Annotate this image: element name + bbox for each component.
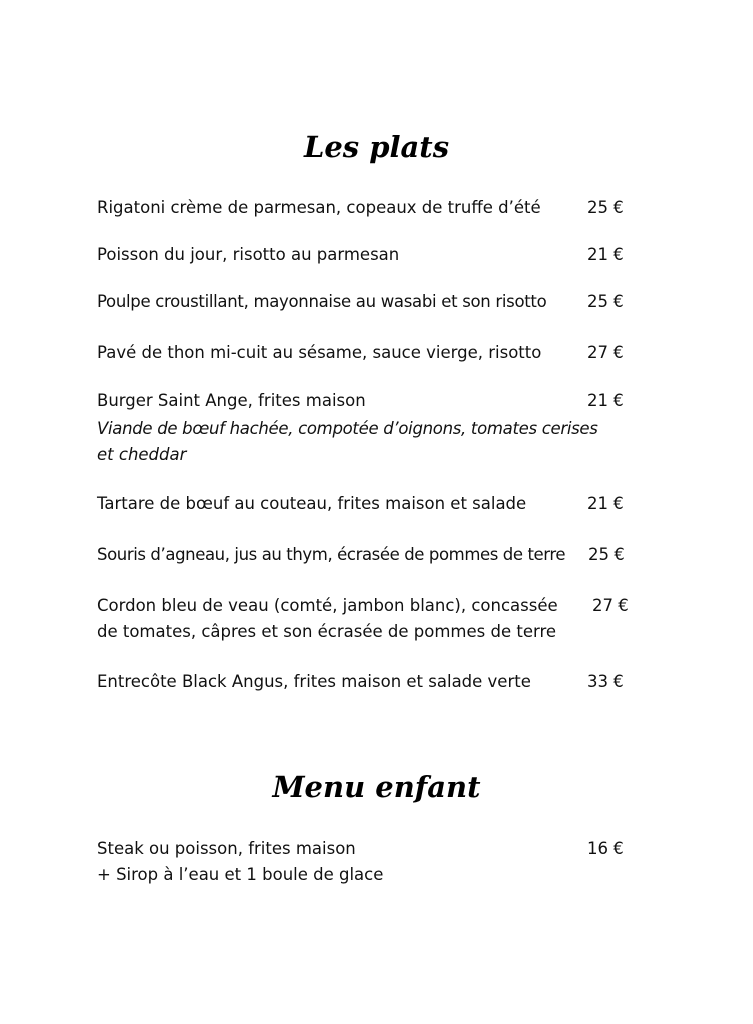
dish-price: 27 € — [587, 343, 624, 362]
dish-description: Viande de bœuf hachée, compotée d’oignons, tomates cerises — [97, 419, 598, 438]
section-title-plats: Les plats — [303, 130, 450, 164]
dish-name: Pavé de thon mi-cuit au sésame, sauce vierge, risotto — [97, 343, 542, 362]
dish-price: 21 € — [587, 494, 624, 513]
dish-description: et cheddar — [97, 445, 187, 464]
dish-name: Souris d’agneau, jus au thym, écrasée de pommes de terre — [97, 545, 566, 564]
dish-name: Burger Saint Ange, frites maison — [97, 391, 366, 410]
dish-name: Poulpe croustillant, mayonnaise au wasabi et son risotto — [97, 292, 547, 311]
dish-name: Rigatoni crème de parmesan, copeaux de truffe d’été — [97, 198, 541, 217]
dish-name: Entrecôte Black Angus, frites maison et salade verte — [97, 672, 531, 691]
dish-price: 25 € — [588, 545, 625, 564]
dish-name: Poisson du jour, risotto au parmesan — [97, 245, 400, 264]
dish-name: Steak ou poisson, frites maison — [97, 839, 356, 858]
dish-price: 27 € — [592, 596, 629, 615]
dish-price: 16 € — [587, 839, 624, 858]
dish-price: 21 € — [587, 391, 624, 410]
dish-name: Tartare de bœuf au couteau, frites maison et salade — [97, 494, 527, 513]
dish-price: 21 € — [587, 245, 624, 264]
dish-name-continued: de tomates, câpres et son écrasée de pommes de terre — [97, 622, 557, 641]
dish-price: 25 € — [587, 198, 624, 217]
dish-price: 33 € — [587, 672, 624, 691]
dish-name: Cordon bleu de veau (comté, jambon blanc), concassée — [97, 596, 558, 615]
dish-price: 25 € — [587, 292, 624, 311]
section-title-enfant: Menu enfant — [272, 770, 481, 804]
dish-name-continued: + Sirop à l’eau et 1 boule de glace — [97, 865, 384, 884]
